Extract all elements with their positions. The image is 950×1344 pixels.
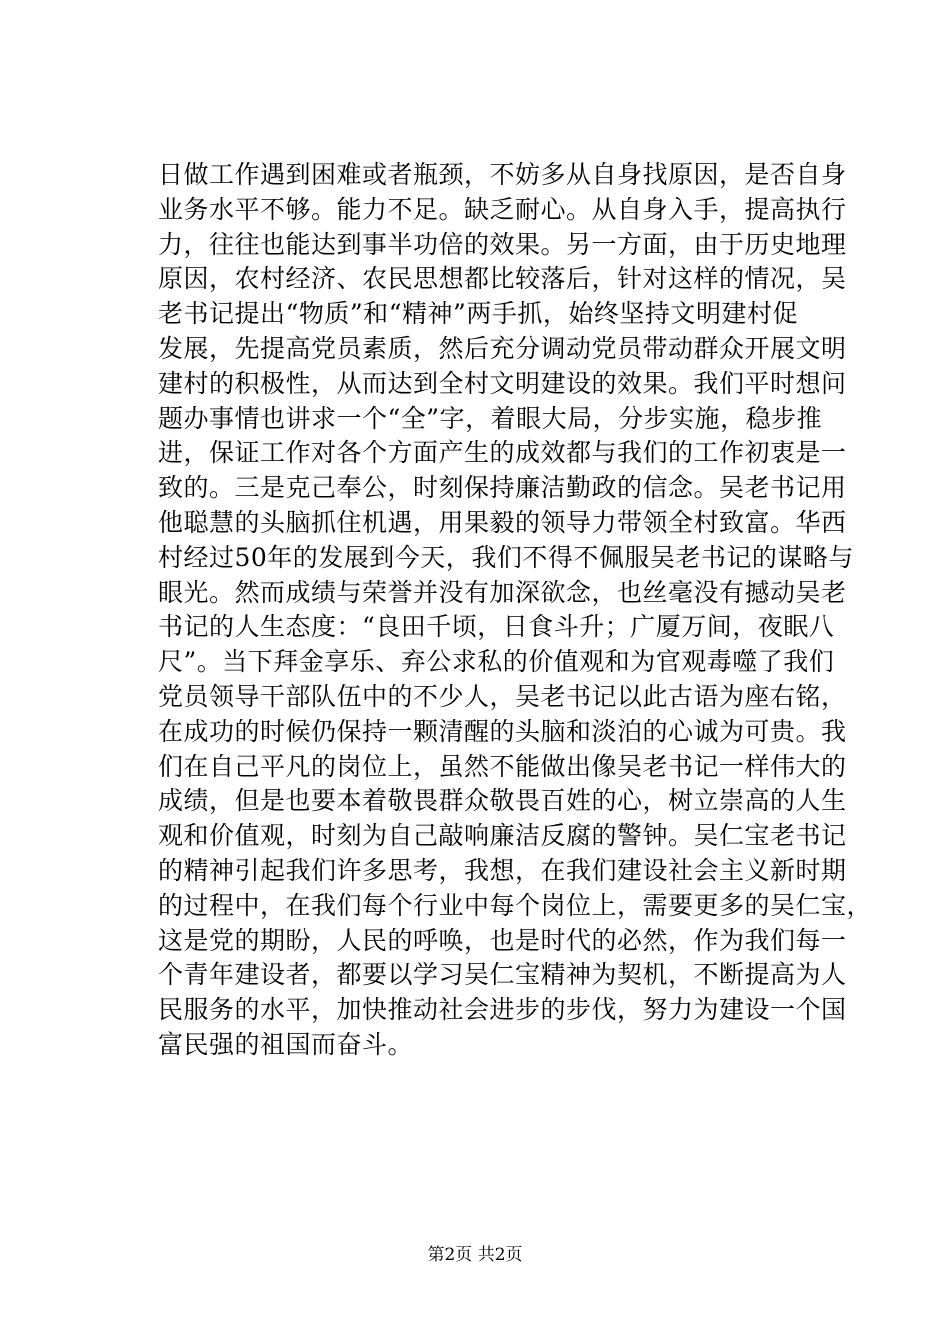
text-line: 日做工作遇到困难或者瓶颈，不妨多从自身找原因，是否自身 — [158, 160, 847, 189]
text-line: 民服务的水平，加快推动社会进步的步伐，努力为建设一个国 — [158, 995, 847, 1025]
text-line: 建村的积极性，从而达到全村文明建设的效果。我们平时想问 — [158, 368, 847, 398]
text-line: 尺”。当下拜金享乐、弃公求私的价值观和为官观毒噬了我们 — [158, 647, 835, 677]
text-line: 的精神引起我们许多思考，我想，在我们建设社会主义新时期 — [158, 855, 847, 885]
text-line: 业务水平不够。能力不足。缺乏耐心。从自身入手，提高执行 — [158, 194, 847, 224]
text-line: 的过程中，在我们每个行业中每个岗位上，需要更多的吴仁宝， — [158, 890, 873, 920]
text-line: 发展，先提高党员素质，然后充分调动党员带动群众开展文明 — [158, 333, 847, 363]
text-line: 富民强的祖国而奋斗。 — [158, 1029, 414, 1059]
text-line: 题办事情也讲求一个“全”字，着眼大局，分步实施，稳步推 — [158, 403, 823, 433]
text-line: 他聪慧的头脑抓住机遇，用果毅的领导力带领全村致富。华西 — [158, 507, 847, 537]
text-line: 致的。三是克己奉公，时刻保持廉洁勤政的信念。吴老书记用 — [158, 473, 847, 503]
text-line: 眼光。然而成绩与荣誉并没有加深欲念，也丝毫没有撼动吴老 — [158, 577, 847, 607]
text-line: 观和价值观，时刻为自己敲响廉洁反腐的警钟。吴仁宝老书记 — [158, 821, 847, 851]
page-number-footer: 第2页 共2页 — [427, 1245, 523, 1265]
text-line: 这是党的期盼，人民的呼唤，也是时代的必然，作为我们每一 — [158, 925, 847, 955]
text-line: 进，保证工作对各个方面产生的成效都与我们的工作初衷是一 — [158, 438, 847, 468]
text-line: 力，往往也能达到事半功倍的效果。另一方面，由于历史地理 — [158, 229, 847, 259]
text-line: 们在自己平凡的岗位上，虽然不能做出像吴老书记一样伟大的 — [158, 751, 847, 781]
body-paragraph — [158, 158, 873, 1063]
text-line: 个青年建设者，都要以学习吴仁宝精神为契机，不断提高为人 — [158, 960, 847, 990]
text-line: 党员领导干部队伍中的不少人，吴老书记以此古语为座右铭， — [158, 681, 847, 711]
text-line: 老书记提出“物质”和“精神”两手抓，始终坚持文明建村促 — [158, 299, 798, 329]
text-line: 成绩，但是也要本着敬畏群众敬畏百姓的心，树立崇高的人生 — [158, 786, 847, 816]
text-line: 村经过50年的发展到今天，我们不得不佩服吴老书记的谋略与 — [158, 542, 854, 572]
text-line: 原因，农村经济、农民思想都比较落后，针对这样的情况，吴 — [158, 264, 847, 294]
text-line: 在成功的时候仍保持一颗清醒的头脑和淡泊的心诚为可贵。我 — [158, 716, 847, 746]
text-line: 书记的人生态度：“良田千顷，日食斗升；广厦万间，夜眠八 — [158, 612, 835, 642]
